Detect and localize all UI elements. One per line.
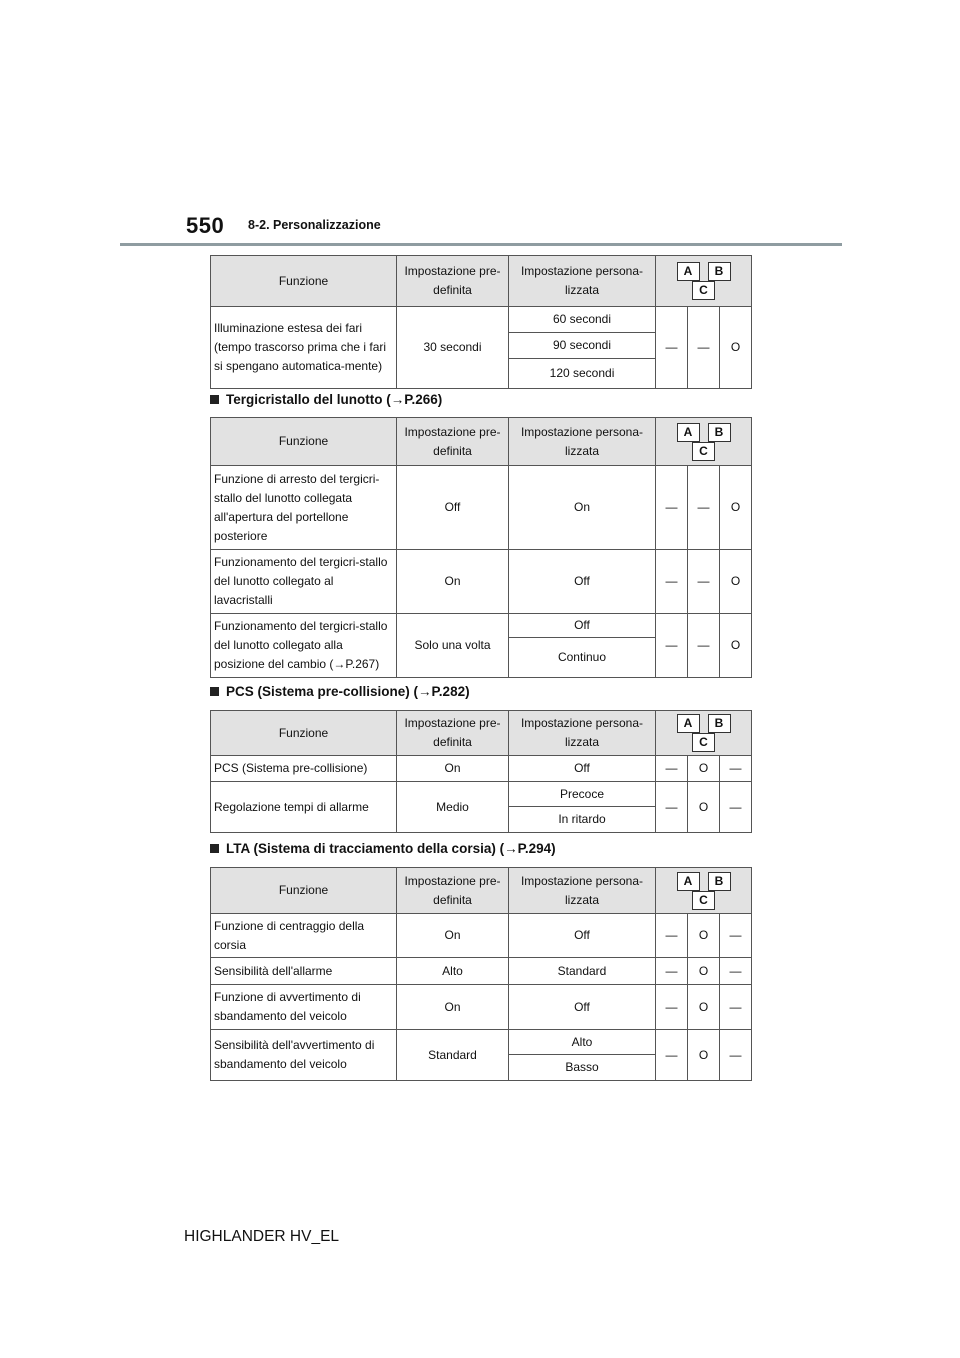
col-custom-setting: Impostazione persona-lizzata [509, 418, 656, 466]
col-default-setting: Impostazione pre-definita [397, 711, 509, 756]
custom-cell: On [509, 466, 656, 550]
function-cell: Regolazione tempi di allarme [211, 782, 397, 833]
function-cell: Illuminazione estesa dei fari (tempo trascorso prima che i fari si spengano automatica-mente) [211, 307, 397, 389]
default-cell: On [397, 914, 509, 958]
method-b-cell: — [688, 307, 720, 389]
custom-cell: Off [509, 985, 656, 1030]
table-row [211, 958, 752, 985]
table-headlight-illumination [210, 255, 752, 389]
letter-a: A [677, 714, 700, 733]
default-cell: Solo una volta [397, 614, 509, 678]
method-c-cell: O [720, 614, 752, 678]
letter-c: C [692, 891, 715, 910]
header-divider [120, 243, 842, 246]
default-cell: On [397, 550, 509, 614]
option-cell: Off [509, 614, 656, 638]
col-custom-setting: Impostazione persona-lizzata [509, 256, 656, 307]
method-b-cell: — [688, 614, 720, 678]
section-heading-lta: LTA (Sistema di tracciamento della corsia) (→P.294) [210, 841, 556, 856]
col-funzione: Funzione [211, 868, 397, 914]
method-c-cell: — [720, 914, 752, 958]
method-a-cell: — [656, 782, 688, 833]
method-c-cell: — [720, 782, 752, 833]
col-funzione: Funzione [211, 418, 397, 466]
table-row [211, 782, 752, 807]
table-row [211, 614, 752, 638]
method-b-cell: O [688, 914, 720, 958]
letter-a: A [677, 872, 700, 891]
table-header-row [211, 418, 752, 466]
default-cell: Off [397, 466, 509, 550]
option-cell: Basso [509, 1055, 656, 1081]
method-a-cell: — [656, 914, 688, 958]
table-row [211, 466, 752, 550]
function-cell: Sensibilità dell'allarme [211, 958, 397, 985]
function-cell: Funzione di arresto del tergicri-stallo del lunotto collegata all'apertura del portellone posteriore [211, 466, 397, 550]
function-cell: Funzionamento del tergicri-stallo del lunotto collegato alla posizione del cambio (→P.267) [211, 614, 397, 678]
table-row [211, 985, 752, 1030]
default-cell: Standard [397, 1030, 509, 1081]
col-custom-setting: Impostazione persona-lizzata [509, 868, 656, 914]
section-heading-pcs: PCS (Sistema pre-collisione) (→P.282) [210, 684, 470, 699]
function-cell: Funzione di avvertimento di sbandamento del veicolo [211, 985, 397, 1030]
letter-b: B [708, 714, 731, 733]
section-heading-rear-wiper: Tergicristallo del lunotto (→P.266) [210, 392, 442, 407]
method-a-cell: — [656, 466, 688, 550]
table-lta [210, 867, 752, 1081]
custom-cell: Off [509, 756, 656, 782]
bullet-square-icon [210, 395, 219, 404]
footer-model-code: HIGHLANDER HV_EL [184, 1228, 340, 1245]
col-method-letters [656, 868, 752, 914]
function-cell: Sensibilità dell'avvertimento di sbandamento del veicolo [211, 1030, 397, 1081]
table-row [211, 914, 752, 958]
table-row [211, 1030, 752, 1055]
method-b-cell: O [688, 958, 720, 985]
function-cell: PCS (Sistema pre-collisione) [211, 756, 397, 782]
function-cell: Funzionamento del tergicri-stallo del lunotto collegato al lavacristalli [211, 550, 397, 614]
col-default-setting: Impostazione pre-definita [397, 418, 509, 466]
table-row [211, 756, 752, 782]
table-header-row [211, 256, 752, 307]
function-cell: Funzione di centraggio della corsia [211, 914, 397, 958]
method-a-cell: — [656, 307, 688, 389]
method-b-cell: O [688, 756, 720, 782]
table-header-row [211, 868, 752, 914]
method-a-cell: — [656, 756, 688, 782]
default-cell: Alto [397, 958, 509, 985]
col-funzione: Funzione [211, 711, 397, 756]
method-c-cell: O [720, 307, 752, 389]
option-cell: 120 secondi [509, 359, 656, 389]
col-method-letters [656, 711, 752, 756]
page-number: 550 [186, 213, 225, 238]
col-method-letters [656, 256, 752, 307]
method-b-cell: O [688, 782, 720, 833]
method-c-cell: — [720, 985, 752, 1030]
letter-b: B [708, 423, 731, 442]
col-default-setting: Impostazione pre-definita [397, 256, 509, 307]
method-c-cell: — [720, 958, 752, 985]
method-b-cell: — [688, 550, 720, 614]
col-funzione: Funzione [211, 256, 397, 307]
option-cell: In ritardo [509, 807, 656, 833]
letter-c: C [692, 442, 715, 461]
option-cell: Alto [509, 1030, 656, 1055]
col-custom-setting: Impostazione persona-lizzata [509, 711, 656, 756]
method-c-cell: — [720, 756, 752, 782]
custom-cell: Off [509, 914, 656, 958]
method-b-cell: O [688, 985, 720, 1030]
default-cell: Medio [397, 782, 509, 833]
method-a-cell: — [656, 1030, 688, 1081]
method-a-cell: — [656, 958, 688, 985]
letter-a: A [677, 262, 700, 281]
method-a-cell: — [656, 550, 688, 614]
letter-c: C [692, 281, 715, 300]
method-c-cell: — [720, 1030, 752, 1081]
letter-c: C [692, 733, 715, 752]
default-cell: On [397, 985, 509, 1030]
custom-cell: Off [509, 550, 656, 614]
table-pcs [210, 710, 752, 833]
table-row [211, 550, 752, 614]
default-cell: 30 secondi [397, 307, 509, 389]
table-rear-wiper [210, 417, 752, 678]
bullet-square-icon [210, 687, 219, 696]
method-b-cell: — [688, 466, 720, 550]
table-row [211, 307, 752, 333]
method-c-cell: O [720, 466, 752, 550]
letter-b: B [708, 262, 731, 281]
bullet-square-icon [210, 844, 219, 853]
letter-a: A [677, 423, 700, 442]
option-cell: 90 secondi [509, 333, 656, 359]
letter-b: B [708, 872, 731, 891]
method-c-cell: O [720, 550, 752, 614]
custom-cell: Standard [509, 958, 656, 985]
col-default-setting: Impostazione pre-definita [397, 868, 509, 914]
col-method-letters [656, 418, 752, 466]
table-header-row [211, 711, 752, 756]
method-a-cell: — [656, 985, 688, 1030]
section-header: 8-2. Personalizzazione [248, 218, 381, 232]
option-cell: 60 secondi [509, 307, 656, 333]
option-cell: Precoce [509, 782, 656, 807]
option-cell: Continuo [509, 638, 656, 678]
method-b-cell: O [688, 1030, 720, 1081]
method-a-cell: — [656, 614, 688, 678]
default-cell: On [397, 756, 509, 782]
